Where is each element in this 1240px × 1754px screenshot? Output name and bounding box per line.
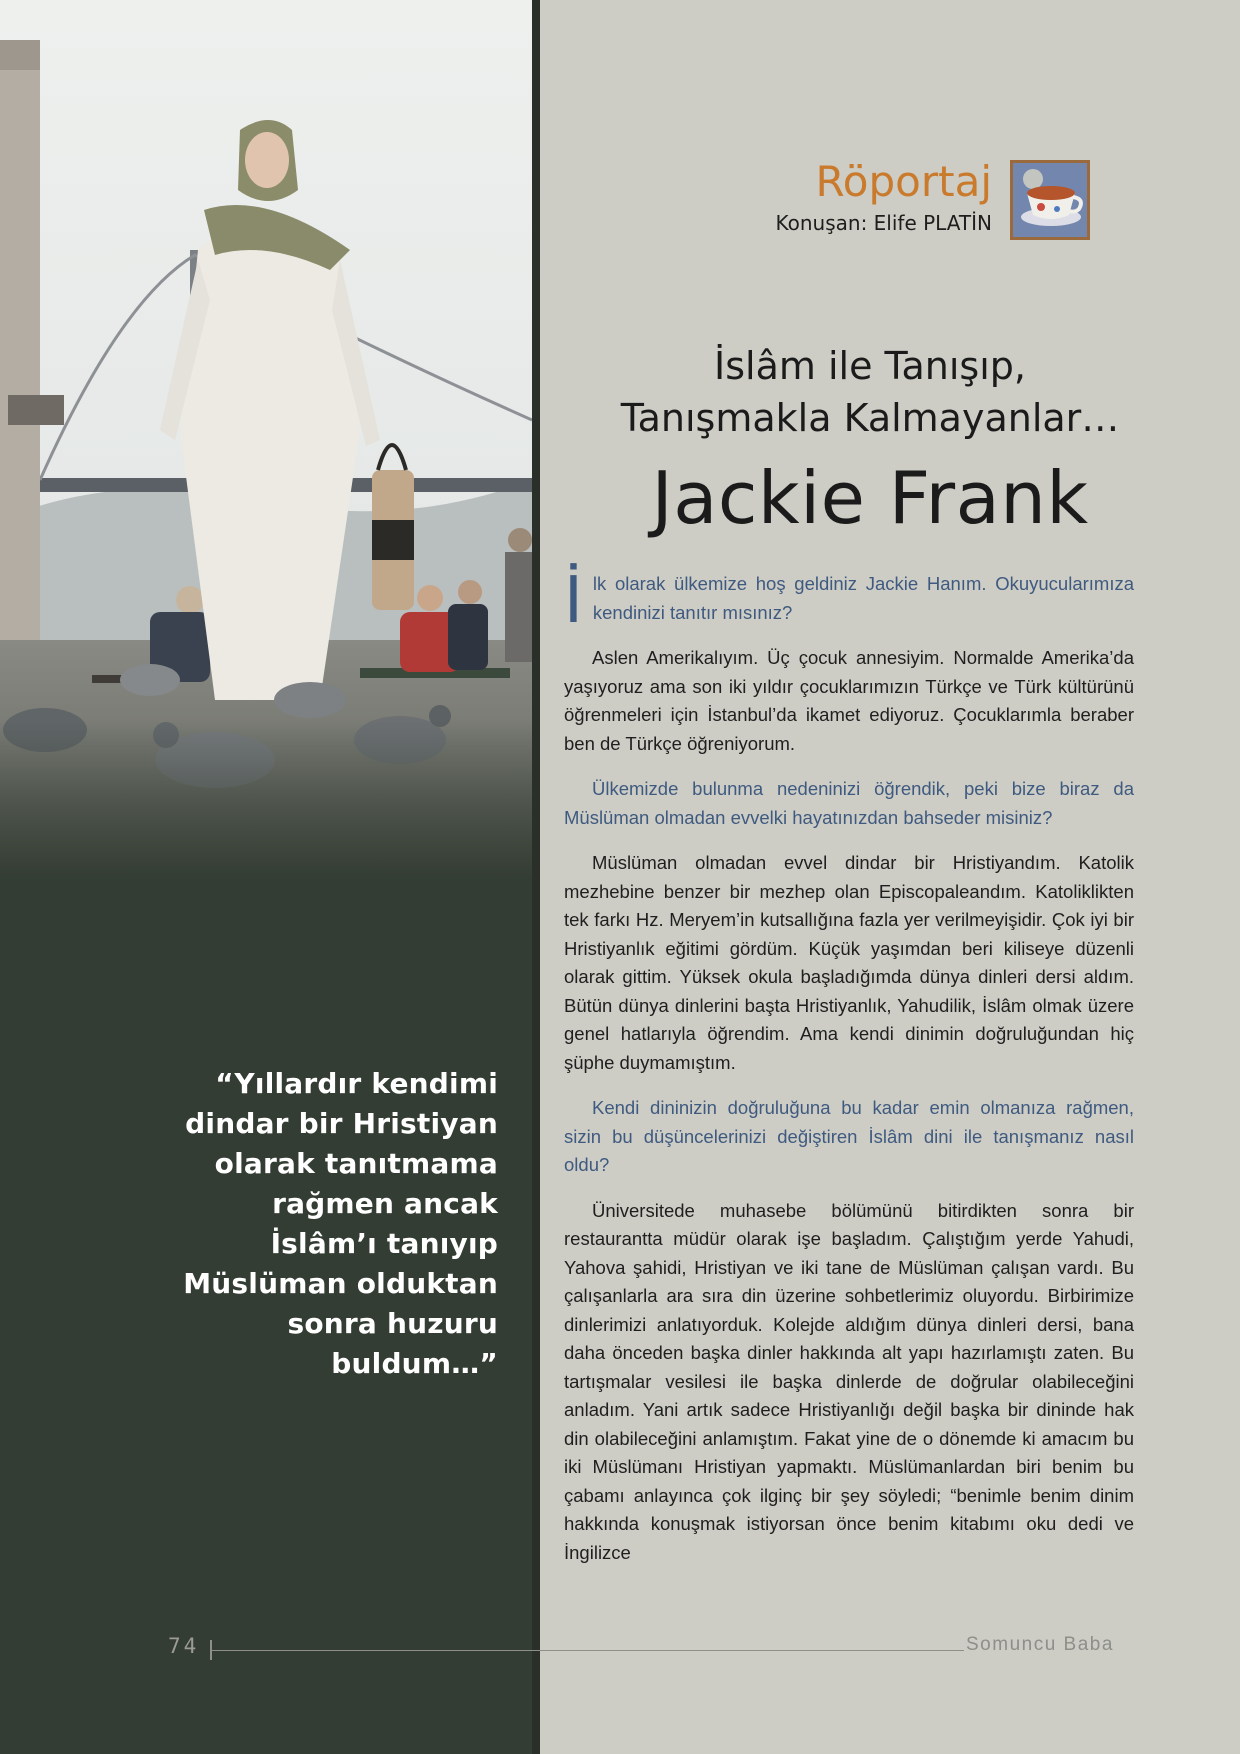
pull-quote-line: Müslüman olduktan xyxy=(183,1267,498,1300)
drop-cap: İ xyxy=(564,564,583,638)
question-1 xyxy=(564,564,1134,638)
headline-line-2: Tanışmakla Kalmayanlar… xyxy=(620,396,1120,440)
answer-1: Aslen Amerikalıyım. Üç çocuk annesiyim. Normalde Amerika’da yaşıyoruz ama son iki yıldır çocuklarımızın Türkçe ve Türk kültürünü öğrenmeleri için İstanbul’da ikamet ediyoruz. Çocuklarımla beraber ben de Türkçe öğreniyorum. xyxy=(564,647,1134,754)
section-label: Röportaj xyxy=(815,157,992,206)
pull-quote-line: rağmen ancak xyxy=(272,1187,498,1220)
column-divider xyxy=(532,0,540,1754)
question-2: Ülkemizde bulunma nedeninizi öğrendik, peki bize biraz da Müslüman olmadan evvelki hayatınızdan bahseder misiniz? xyxy=(564,778,1134,828)
interviewer-credit: Konuşan: Elife PLATİN xyxy=(775,211,992,235)
pull-quote-line: olarak tanıtmama xyxy=(214,1147,498,1180)
pull-quote xyxy=(168,1064,498,1384)
teacup-illustration xyxy=(1010,160,1090,240)
pull-quote-line: buldum…” xyxy=(331,1347,498,1380)
interviewee-name: Jackie Frank xyxy=(651,456,1089,540)
pull-quote-line: “Yıllardır kendimi xyxy=(215,1067,498,1100)
question-1-text: lk olarak ülkemize hoş geldiniz Jackie Hanım. Okuyucularımıza kendinizi tanıtır mısınız? xyxy=(592,573,1134,623)
pull-quote-line: dindar bir Hristiyan xyxy=(185,1107,498,1140)
left-column xyxy=(0,0,532,1754)
right-column xyxy=(540,0,1240,1754)
question-3: Kendi dininizin doğruluğuna bu kadar emin olmanıza rağmen, sizin bu düşüncelerinizi değiştiren İslâm dini ile tanışmanız nasıl oldu? xyxy=(564,1097,1134,1175)
woman-walking-bosphorus-photo xyxy=(0,0,532,880)
page-number: 74 xyxy=(168,1634,200,1658)
article-title xyxy=(560,340,1180,544)
answer-3: Üniversitede muhasebe bölümünü bitirdikten sonra bir restaurantta müdür olarak işe başladım. Çalıştığım yerde Yahudi, Yahova şahidi, Hristiyan ve iki tane de Müslüman çalışan vardı. Bu çalışanlarla ara sıra din üzerine sohbetlerimiz oluyordu. Birbirimize dinlerimizi anlatıyorduk. Kolejde aldığım dünya dinleri dersi, bana daha önceden başka dinler hakkında alt yapı hazırlamıştı zaten. Bu tartışmalar vesilesi ile başka dinlerde de doğrular olabileceğini anladım. Yani artık sadece Hristiyanlığı değil başka bir dininde hak din olabileceğini anlamıştım. Fakat yine de o dönemde ki amacım bu iki Müslümanı Hristiyan yapmaktı. Müslümanlardan biri benim bu çabamı anlayınca çok ilginç bir şey söyledi; “benimle benim dinim hakkında konuşmak istiyorsan önce benim kitabımı oku dedi ve İngilizce xyxy=(564,1199,1134,1563)
answer-2: Müslüman olmadan evvel dindar bir Hristiyandım. Katolik mezhebine benzer bir mezhep olan Episcopaleandım. Katoliklikten tek farkı Hz. Meryem’in kutsallığına fazla yer verilmeyişidir. Çok iyi bir Hristiyanlık eğitimi gördüm. Küçük yaşımdan beri kiliseye düzenli olarak gittim. Yüksek okula başladığımda dünya dinleri dersi aldım. Bütün dünya dinlerini başta Hristiyanlık, Yahudilik, İslâm olmak üzere genel hatlarıyla öğrendim. Ama kendi dinimin doğruluğundan hiç şüphe duymamıştım. xyxy=(564,852,1134,1073)
pull-quote-line: sonra huzuru xyxy=(287,1307,498,1340)
article-body xyxy=(564,564,1134,1584)
publication-name: Somuncu Baba xyxy=(966,1634,1114,1655)
headline-line-1: İslâm ile Tanışıp, xyxy=(714,344,1026,388)
footer-rule xyxy=(212,1650,964,1651)
section-header xyxy=(540,156,992,236)
pull-quote-line: İslâm’ı tanıyıp xyxy=(270,1227,498,1260)
